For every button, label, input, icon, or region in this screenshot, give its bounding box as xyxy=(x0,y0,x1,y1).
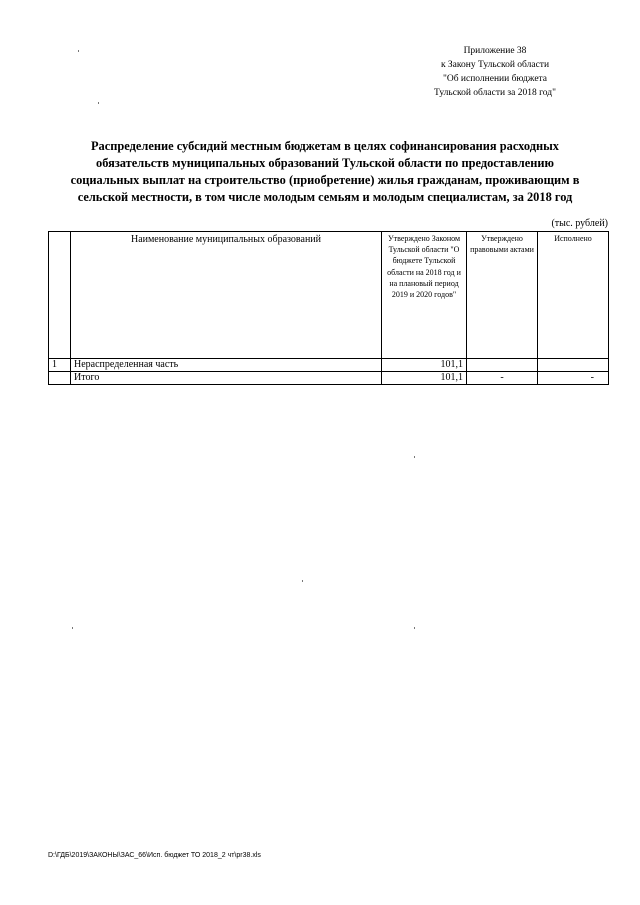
scan-speck xyxy=(302,580,303,582)
scan-speck xyxy=(414,627,415,629)
appendix-line-3: "Об исполнении бюджета xyxy=(442,74,548,84)
row-num: 1 xyxy=(49,359,71,372)
title-line-2: обязательств муниципальных образований Тульской области по предоставлению xyxy=(96,156,554,170)
document-title xyxy=(40,138,610,206)
scan-speck xyxy=(414,456,415,458)
appendix-header xyxy=(390,44,600,100)
header-executed: Исполнено xyxy=(538,232,609,359)
file-path-footer: D:\ГДБ\2019\ЗАКОНЫ\ЗАС_66\Исп. бюджет ТО 2018_2 чт\pr38.xls xyxy=(48,852,261,859)
header-num xyxy=(49,232,71,359)
table-row xyxy=(49,359,609,372)
header-approved-law: Утверждено Законом Тульской области "О бюджете Тульской области на 2018 год и на плановый период 2019 и 2020 годов" xyxy=(382,232,467,359)
appendix-line-2: к Закону Тульской области xyxy=(440,60,550,70)
header-approved-acts: Утверждено правовыми актами xyxy=(467,232,538,359)
header-name: Наименование муниципальных образований xyxy=(71,232,382,359)
appendix-line-1: Приложение 38 xyxy=(463,46,527,56)
row-executed: - xyxy=(538,372,609,385)
appendix-line-4: Тульской области за 2018 год" xyxy=(434,88,556,98)
title-line-4: сельской местности, в том числе молодым семьям и молодым специалистам, за 2018 год xyxy=(77,190,573,204)
scan-speck xyxy=(78,50,79,52)
row-approved-acts: - xyxy=(467,372,538,385)
row-num xyxy=(49,372,71,385)
units-label: (тыс. рублей) xyxy=(551,218,608,229)
title-line-1: Распределение субсидий местным бюджетам в целях софинансирования расходных xyxy=(90,139,559,153)
row-name: Нераспределенная часть xyxy=(71,359,382,372)
table-row-total xyxy=(49,372,609,385)
row-name: Итого xyxy=(71,372,382,385)
title-line-3: социальных выплат на строительство (приобретение) жилья гражданам, проживающим в xyxy=(70,173,580,187)
row-approved-law: 101,1 xyxy=(382,372,467,385)
table-header-row xyxy=(49,232,609,359)
scan-speck xyxy=(72,627,73,629)
row-executed xyxy=(538,359,609,372)
subsidy-table xyxy=(48,231,609,385)
row-approved-law: 101,1 xyxy=(382,359,467,372)
scan-speck xyxy=(98,102,99,104)
row-approved-acts xyxy=(467,359,538,372)
